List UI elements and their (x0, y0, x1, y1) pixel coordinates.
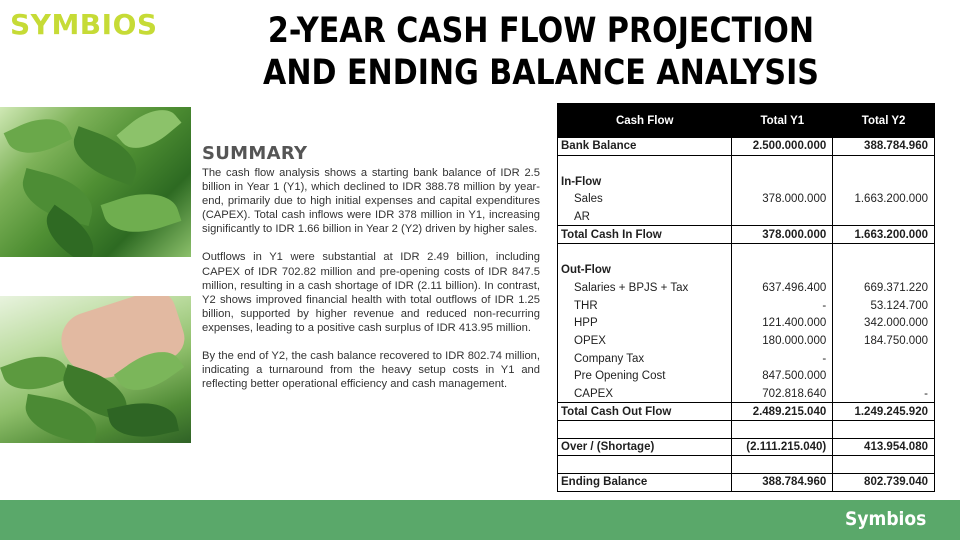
row-label (558, 421, 732, 439)
row-capex (558, 385, 935, 403)
value-y1: 121.400.000 (732, 314, 833, 332)
value-y2: 802.739.040 (833, 474, 935, 492)
value-y1 (732, 456, 833, 474)
summary-paragraph: The cash flow analysis shows a starting bank balance of IDR 2.5 billion in Year 1 (Y1), which declined to IDR 388.78 million by year-end, primarily due to high initial expenses and capital expenditures (CAPEX). Total cash inflows were IDR 378 million in Y1, increasing significantly to IDR 1.66 billion in Year 2 (Y2) driven by higher sales. (202, 167, 540, 236)
row-thr (558, 297, 935, 315)
value-y2: 1.663.200.000 (833, 226, 935, 244)
value-y1 (732, 173, 833, 191)
footer-bar (0, 500, 960, 540)
brand-logo: SYMBIOS (10, 8, 158, 41)
summary-heading: SUMMARY (202, 143, 308, 164)
value-y2 (833, 173, 935, 191)
row-spacer (558, 155, 935, 173)
value-y2 (833, 244, 935, 262)
value-y1: 388.784.960 (732, 474, 833, 492)
value-y2: 1.249.245.920 (833, 403, 935, 421)
row-label: Total Cash Out Flow (558, 403, 732, 421)
hand-holding-plant-photo (0, 296, 191, 443)
row-label: THR (558, 297, 732, 315)
value-y2 (833, 261, 935, 279)
value-y1 (732, 421, 833, 439)
page-title: 2-YEAR CASH FLOW PROJECTION AND ENDING BALANCE ANALYSIS (263, 11, 819, 93)
value-y1: 847.500.000 (732, 367, 833, 385)
summary-paragraph: Outflows in Y1 were substantial at IDR 2.49 billion, including CAPEX of IDR 702.82 million and pre-opening costs of IDR 847.5 million, resulting in a cash shortage of IDR (2.11 billion). In contrast, Y2 shows improved financial health with total outflows of IDR 1.25 billion, supported by higher revenue and reduced non-recurring expenses, leading to a positive cash surplus of IDR 413.95 million. (202, 251, 540, 334)
value-y1: 378.000.000 (732, 226, 833, 244)
value-y1: - (732, 297, 833, 315)
row-label: AR (558, 208, 732, 226)
value-y2: 388.784.960 (833, 138, 935, 156)
value-y2: 669.371.220 (833, 279, 935, 297)
row-total-cash-out-flow (558, 403, 935, 421)
value-y1: 180.000.000 (732, 332, 833, 350)
stevia-leaves-photo (0, 107, 191, 257)
row-label: Ending Balance (558, 474, 732, 492)
value-y1 (732, 208, 833, 226)
value-y2 (833, 421, 935, 439)
value-y2: 53.124.700 (833, 297, 935, 315)
row-label: Salaries + BPJS + Tax (558, 279, 732, 297)
value-y2 (833, 208, 935, 226)
row-ending-balance (558, 474, 935, 492)
row-out-flow-heading (558, 261, 935, 279)
row-label (558, 456, 732, 474)
row-label: In-Flow (558, 173, 732, 191)
row-spacer (558, 244, 935, 262)
value-y2: - (833, 385, 935, 403)
value-y1 (732, 244, 833, 262)
value-y2: 413.954.080 (833, 438, 935, 456)
header-cash-flow: Cash Flow (558, 104, 732, 138)
value-y2: 184.750.000 (833, 332, 935, 350)
value-y1: 378.000.000 (732, 191, 833, 209)
row-hpp (558, 314, 935, 332)
value-y2 (833, 456, 935, 474)
value-y1: 637.496.400 (732, 279, 833, 297)
header-total-y2: Total Y2 (833, 104, 935, 138)
value-y1 (732, 261, 833, 279)
row-label (558, 155, 732, 173)
value-y2 (833, 155, 935, 173)
value-y2 (833, 367, 935, 385)
value-y2: 342.000.000 (833, 314, 935, 332)
value-y1: - (732, 350, 833, 368)
summary-body (202, 166, 540, 405)
cash-flow-table (557, 103, 935, 492)
row-label: Company Tax (558, 350, 732, 368)
row-ar (558, 208, 935, 226)
table-header-row (558, 104, 935, 138)
footer-brand: Symbios (844, 508, 926, 530)
row-salaries (558, 279, 935, 297)
row-total-cash-in-flow (558, 226, 935, 244)
row-label: Pre Opening Cost (558, 367, 732, 385)
row-label: Bank Balance (558, 138, 732, 156)
row-bank-balance (558, 138, 935, 156)
row-label: HPP (558, 314, 732, 332)
value-y1: 2.489.215.040 (732, 403, 833, 421)
value-y2 (833, 350, 935, 368)
row-company-tax (558, 350, 935, 368)
header-total-y1: Total Y1 (732, 104, 833, 138)
row-pre-opening-cost (558, 367, 935, 385)
value-y1: (2.111.215.040) (732, 438, 833, 456)
summary-paragraph: By the end of Y2, the cash balance recovered to IDR 802.74 million, indicating a turnaround from the heavy setup costs in Y1 and reflecting better operational efficiency and cash management. (202, 350, 540, 391)
row-spacer (558, 421, 935, 439)
value-y1 (732, 155, 833, 173)
row-label: Total Cash In Flow (558, 226, 732, 244)
value-y1: 702.818.640 (732, 385, 833, 403)
row-opex (558, 332, 935, 350)
row-in-flow-heading (558, 173, 935, 191)
value-y1: 2.500.000.000 (732, 138, 833, 156)
row-over-shortage (558, 438, 935, 456)
row-spacer (558, 456, 935, 474)
row-label (558, 244, 732, 262)
row-label: Out-Flow (558, 261, 732, 279)
row-label: Over / (Shortage) (558, 438, 732, 456)
row-sales (558, 191, 935, 209)
row-label: OPEX (558, 332, 732, 350)
row-label: CAPEX (558, 385, 732, 403)
row-label: Sales (558, 191, 732, 209)
value-y2: 1.663.200.000 (833, 191, 935, 209)
